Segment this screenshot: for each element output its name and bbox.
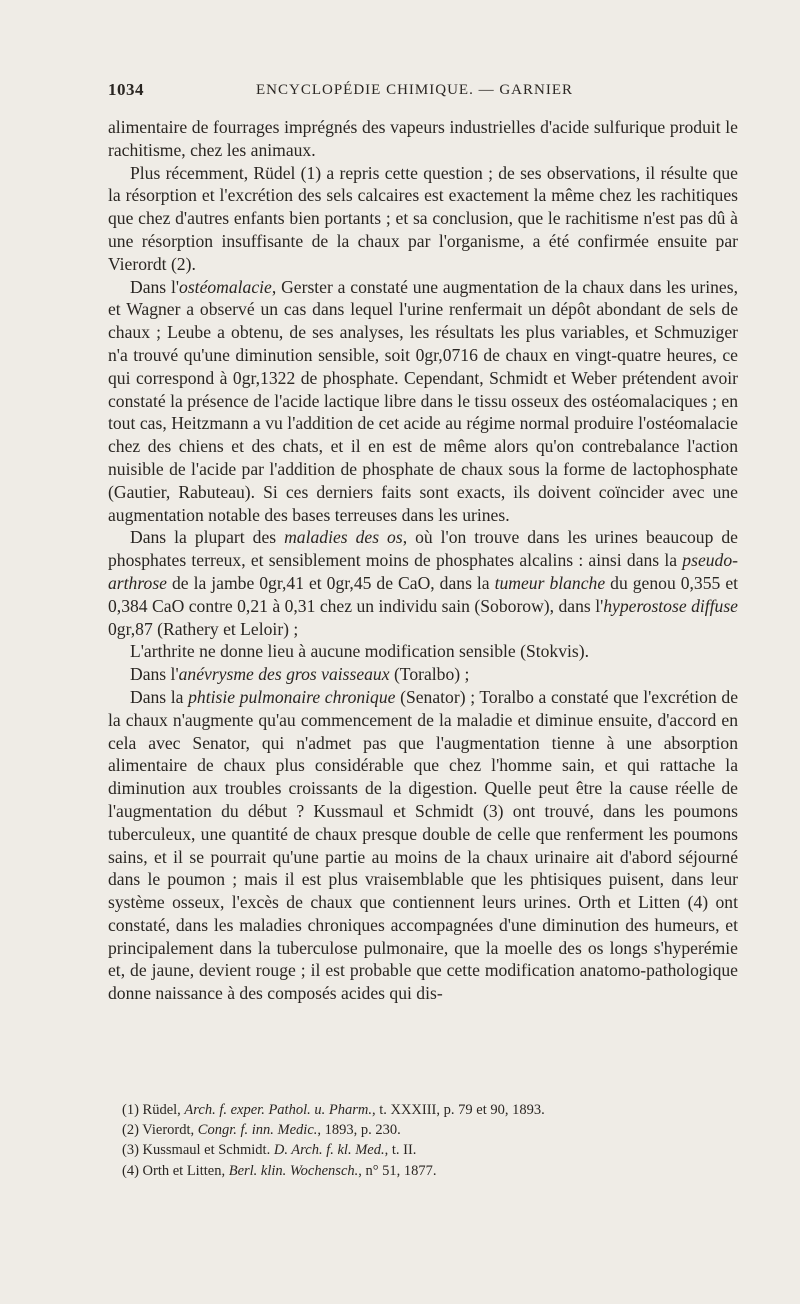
text-run: Dans l' — [130, 664, 179, 685]
paragraph — [108, 686, 738, 1005]
paragraph — [108, 640, 738, 663]
paragraph — [108, 663, 738, 686]
italic-phrase: Congr. f. inn. Medic. — [197, 1122, 318, 1139]
text-run: Dans l' — [130, 276, 180, 297]
footnote — [122, 1140, 732, 1160]
italic-phrase: D. Arch. f. kl. Med. — [273, 1142, 385, 1159]
text-run: Dans la plupart des — [130, 527, 285, 548]
body-text — [108, 116, 738, 1005]
italic-phrase: pseudo-arthrose — [108, 550, 738, 593]
italic-phrase: anévrysme des gros vaisseaux — [178, 664, 390, 685]
footnote — [122, 1100, 732, 1120]
text-run: (3) Kussmaul et Schmidt. — [122, 1142, 274, 1159]
italic-phrase: maladies des os — [284, 527, 403, 548]
text-run: , t. II. — [384, 1142, 417, 1159]
footnotes — [122, 1100, 732, 1181]
page-number: 1034 — [108, 80, 144, 99]
paragraph — [108, 276, 738, 527]
text-run: de la jambe 0gr,41 et 0gr,45 de CaO, dans la — [166, 572, 495, 593]
text-run: du genou 0,355 et 0,384 CaO contre 0,21 à 0,31 chez un individu sain (Soborow), dans l' — [108, 572, 739, 616]
text-run: (Toralbo) ; — [389, 664, 470, 685]
paragraph — [108, 116, 738, 162]
text-run: (2) Vierordt, — [122, 1122, 198, 1139]
italic-phrase: ostéomalacie — [179, 276, 272, 297]
text-run: , Gerster a constaté une augmentation de la chaux dans les urines, et Wagner a observé un cas dans lequel l'urine renfermait un dépôt abondant de sels de chaux ; Leube a obtenu, de ses analyses, les résultats les plus variables, et Schmuziger n'a trouvé qu'une diminution sensible, soit 0gr,0716 de chaux en vingt-quatre heures, ce qui correspond à 0gr,1322 de phosphate. Cependant, Schmidt et Weber prétendent avoir constaté la présence de l'acide lactique libre dans le tissu osseux des ostéomalaciques ; en tout cas, Heitzmann a vu l'addition de cet acide au régime normal produire l'ostéomalacie chez des chiens et des chats, et il en est de même alors qu'on contrebalance l'action nuisible de l'acide par l'addition de phosphate de chaux sous la forme de lactophosphate (Gautier, Rabuteau). Si ces derniers faits sont exacts, ils doivent coïncider avec une augmentation notable des bases terreuses dans les urines. — [108, 276, 738, 525]
italic-phrase: Arch. f. exper. Pathol. u. Pharm. — [184, 1102, 372, 1118]
italic-phrase: phtisie pulmonaire chronique — [188, 686, 396, 707]
text-run: , n° 51, 1877. — [358, 1162, 437, 1179]
text-run: , où l'on trouve dans les urines beaucoup de phosphates terreux, et sensiblement moins de phosphates alcalins : ainsi dans la — [108, 527, 738, 571]
text-run: (1) Rüdel, — [122, 1102, 185, 1118]
text-run: Plus récemment, Rüdel (1) a repris cette question ; de ses observations, il résulte que la résorption et l'excrétion des sels calcaires est exactement la même chez les rachitiques que chez d'autres enfants bien portants ; et sa conclusion, que le rachitisme n'est pas dû à une résorption insuffisante de la chaux par l'organisme, a été confirmée ensuite par Vierordt (2). — [108, 162, 738, 274]
text-run: L'arthrite ne donne lieu à aucune modification sensible (Stokvis). — [130, 641, 590, 662]
text-run: (4) Orth et Litten, — [122, 1162, 229, 1179]
page-header — [108, 80, 738, 104]
text-run: , 1893, p. 230. — [317, 1122, 401, 1139]
running-title: ENCYCLOPÉDIE CHIMIQUE. — GARNIER — [256, 82, 573, 98]
italic-phrase: hyperostose diffuse — [603, 595, 738, 616]
text-run: , t. XXXIII, p. 79 et 90, 1893. — [371, 1102, 545, 1118]
text-run: (Senator) ; Toralbo a constaté que l'excrétion de la chaux n'augmente qu'au commencement de la maladie et diminue ensuite, d'accord en cela avec Senator, qui n'admet pas que l'augmentation tienne à une absorption alimentaire de chaux plus considérable que chez l'homme sain, et qui rattache la diminution aux troubles croissants de la digestion. Quelle peut être la cause réelle de l'augmentation du début ? Kussmaul et Schmidt (3) ont trouvé, dans les poumons tuberculeux, une quantité de chaux presque double de celle que renferment les poumons sains, et il se pourrait qu'une partie au moins de la chaux urinaire ait d'abord séjourné dans le poumon ; mais il est plus vraisemblable que les phtisiques puisent, dans leur système osseux, l'excès de chaux que contiennent leurs urines. Orth et Litten (4) ont constaté, dans les maladies chroniques accompagnées d'une diminution des humeurs, et principalement dans la tuberculose pulmonaire, que la moelle des os longs s'hyperémie et, de jaune, devient rouge ; il est probable que cette modification anatomo-pathologique donne naissance à des composés acides qui dis- — [108, 686, 738, 1004]
text-run: alimentaire de fourrages imprégnés des vapeurs industrielles d'acide sulfurique produit le rachitisme, chez les animaux. — [108, 117, 738, 160]
text-run: 0gr,87 (Rathery et Leloir) ; — [108, 618, 299, 639]
text-run: Dans la — [130, 686, 189, 707]
footnote — [122, 1161, 732, 1181]
italic-phrase: Berl. klin. Wochensch. — [228, 1162, 359, 1179]
italic-phrase: tumeur blanche — [494, 572, 606, 593]
footnote — [122, 1120, 732, 1140]
paragraph — [108, 162, 738, 276]
paragraph — [108, 526, 738, 640]
